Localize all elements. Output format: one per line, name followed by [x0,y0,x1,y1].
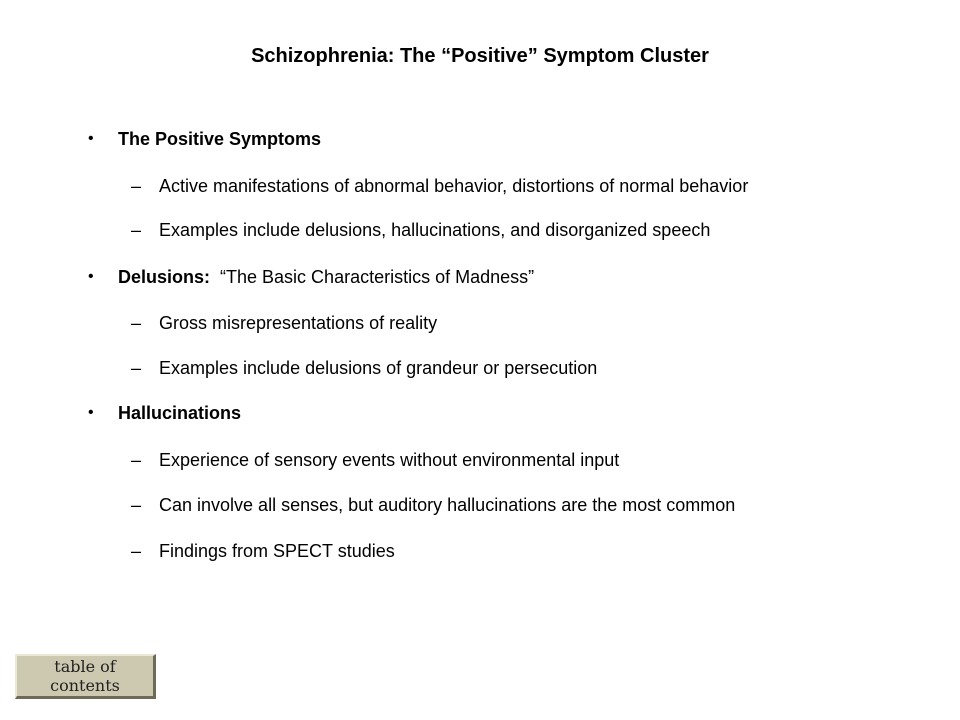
bullet-heading: The Positive Symptoms [118,129,322,149]
sub-bullet-text: Gross misrepresentations of reality [159,313,438,333]
sub-bullet-text: Examples include delusions, hallucinations, and disorganized speech [159,220,711,240]
bullet-heading: Hallucinations [118,403,242,423]
sub-bullet-text: Can involve all senses, but auditory hallucinations are the most common [159,495,736,515]
bullet-marker: • [88,130,94,147]
table-of-contents-button[interactable]: table of contents [15,654,156,699]
sub-bullet-text: Findings from SPECT studies [159,541,395,561]
sub-bullet-text: Experience of sensory events without environmental input [159,450,620,470]
dash-marker: – [131,176,142,196]
bullet-line [118,266,534,288]
dash-marker: – [131,450,142,470]
dash-marker: – [131,313,142,333]
bullet-heading: Delusions: [118,267,211,287]
sub-bullet-text: Examples include delusions of grandeur or persecution [159,358,598,378]
slide-title: Schizophrenia: The “Positive” Symptom Cluster [251,45,709,67]
bullet-marker: • [88,404,94,421]
dash-marker: – [131,541,142,561]
dash-marker: – [131,220,142,240]
bullet-marker: • [88,268,94,285]
dash-marker: – [131,495,142,515]
sub-bullet-text: Active manifestations of abnormal behavior, distortions of normal behavior [159,176,749,196]
bullet-text: “The Basic Characteristics of Madness” [220,267,535,287]
dash-marker: – [131,358,142,378]
